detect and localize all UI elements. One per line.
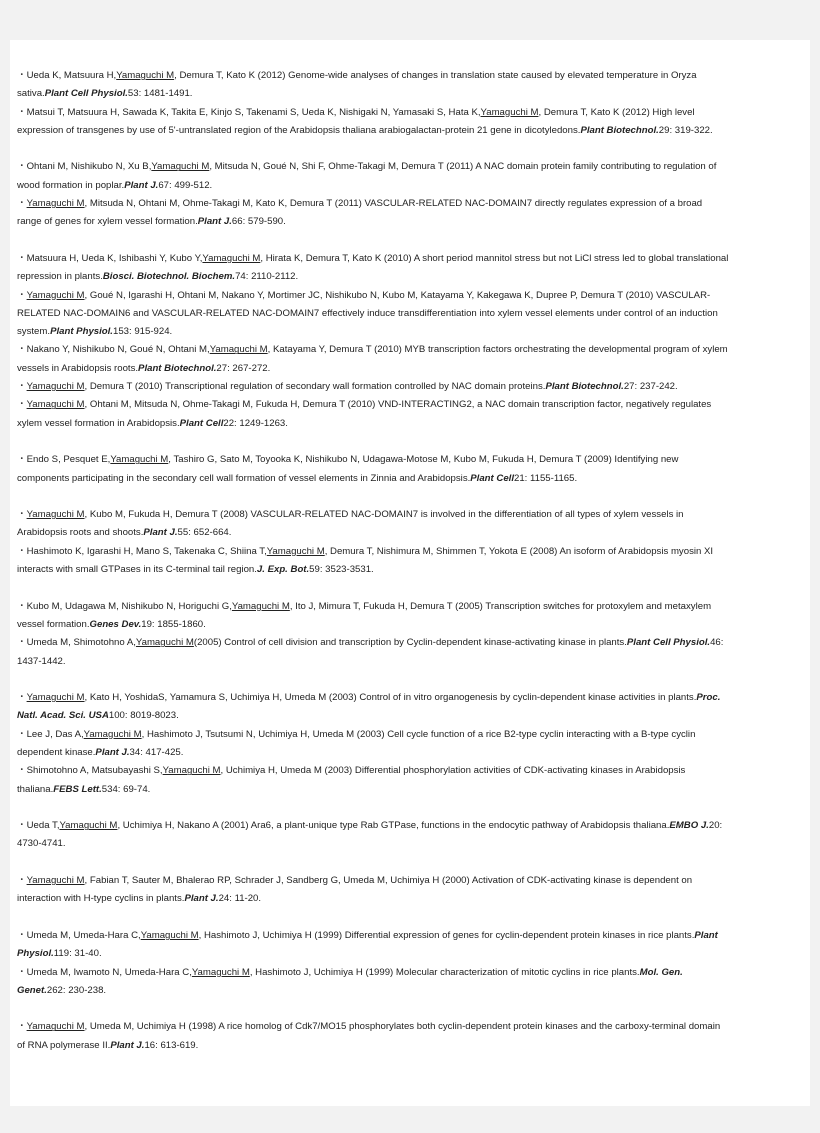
journal-name: Plant J. bbox=[95, 746, 130, 758]
publication-entry bbox=[17, 451, 729, 488]
highlighted-author: Yamaguchi M bbox=[116, 70, 175, 81]
coauthors-before: Endo S, Pesquet E, bbox=[26, 454, 111, 466]
publication-entry bbox=[17, 726, 729, 763]
journal-name: Plant J. bbox=[110, 1039, 145, 1051]
highlighted-author: Yamaguchi M bbox=[59, 820, 118, 832]
bullet-mark: ・ bbox=[17, 765, 27, 777]
highlighted-author: Yamaguchi M bbox=[266, 545, 325, 557]
highlighted-author: Yamaguchi M bbox=[151, 161, 210, 173]
journal-name: Plant Cell bbox=[179, 417, 224, 429]
publication-entry bbox=[17, 67, 729, 104]
publication-entry bbox=[17, 762, 729, 799]
publication-year-group bbox=[17, 250, 729, 433]
bullet-mark: ・ bbox=[17, 344, 27, 356]
highlighted-author: Yamaguchi M bbox=[110, 454, 169, 466]
bullet-mark: ・ bbox=[17, 198, 27, 210]
volume-pages: 53: 1481-1491. bbox=[127, 88, 193, 100]
journal-name: Plant J. bbox=[124, 179, 159, 191]
publication-entry bbox=[17, 104, 729, 141]
bullet-mark: ・ bbox=[17, 637, 27, 649]
highlighted-author: Yamaguchi M bbox=[135, 637, 194, 649]
volume-pages: 67: 499-512. bbox=[158, 179, 213, 191]
publication-entry bbox=[17, 964, 729, 1001]
publication-entry bbox=[17, 158, 729, 195]
publication-entry bbox=[17, 598, 729, 635]
coauthors-before: Matsui T, Matsuura H, Sawada K, Takita E, Kinjo S, Takenami S, Ueda K, Nishigaki N, Yamasaki S, Hata K, bbox=[26, 106, 481, 118]
bullet-mark: ・ bbox=[17, 1021, 27, 1033]
journal-name: Plant Cell Physiol. bbox=[626, 637, 711, 649]
highlighted-author: Yamaguchi M bbox=[26, 692, 85, 704]
bullet-mark: ・ bbox=[17, 106, 27, 118]
publication-entry bbox=[17, 378, 729, 396]
citation-text: , Uchimiya H, Umeda M (2003) Differential phosphorylation activities of CDK-activating kinases in Arabidopsis thaliana. bbox=[17, 765, 686, 795]
publication-entry bbox=[17, 1018, 729, 1055]
highlighted-author: Yamaguchi M bbox=[480, 106, 539, 118]
bullet-mark: ・ bbox=[17, 692, 27, 704]
volume-pages: 153: 915-924. bbox=[112, 326, 173, 338]
bullet-mark: ・ bbox=[17, 875, 27, 887]
citation-text: , Kubo M, Fukuda H, Demura T (2008) VASCULAR-RELATED NAC-DOMAIN7 is involved in the differentiation of all types of xylem vessels in Arabidopsis roots and shoots. bbox=[17, 509, 684, 539]
publication-year-group bbox=[17, 817, 729, 854]
bullet-mark: ・ bbox=[17, 820, 27, 832]
volume-pages: 262: 230-238. bbox=[46, 984, 107, 996]
bullet-mark: ・ bbox=[17, 600, 27, 612]
journal-name: FEBS Lett. bbox=[53, 783, 102, 795]
journal-name: Plant Biotechnol. bbox=[545, 381, 624, 393]
citation-text: , Demura T, Kato K (2012) High level expression of transgenes by use of 5'-untranslated region of the Arabidopsis thaliana arabiogalactan-protein 21 gene in dicotyledons. bbox=[17, 106, 695, 136]
volume-pages: 34: 417-425. bbox=[129, 746, 184, 758]
bullet-mark: ・ bbox=[17, 545, 27, 557]
citation-text: , Hashimoto J, Uchimiya H (1999) Differential expression of genes for cyclin-dependent protein kinases in rice plants. bbox=[198, 929, 695, 941]
journal-name: Plant Biotechnol. bbox=[138, 362, 217, 374]
publication-entry bbox=[17, 341, 729, 378]
highlighted-author: Yamaguchi M bbox=[162, 765, 221, 777]
highlighted-author: Yamaguchi M bbox=[26, 381, 85, 393]
journal-name: Genes Dev. bbox=[89, 618, 142, 630]
citation-text: , Goué N, Igarashi H, Ohtani M, Nakano Y, Mortimer JC, Nishikubo N, Kubo M, Katayama Y, Kakegawa K, Dupree P, Demura T (2010) VASCULAR-RELATED NAC-DOMAIN6 and VASCULAR-RELATED NAC-DOMAIN7 effectively induce transdifferentiation into xylem vessel elements under control of an induction system. bbox=[17, 289, 718, 338]
highlighted-author: Yamaguchi M bbox=[191, 966, 250, 978]
highlighted-author: Yamaguchi M bbox=[202, 252, 261, 264]
publication-year-group bbox=[17, 927, 729, 1000]
publication-year-group bbox=[17, 67, 729, 140]
coauthors-before: Lee J, Das A, bbox=[26, 728, 84, 740]
journal-name: Plant J. bbox=[184, 893, 219, 905]
bullet-mark: ・ bbox=[17, 929, 27, 941]
highlighted-author: Yamaguchi M bbox=[26, 875, 85, 887]
highlighted-author: Yamaguchi M bbox=[140, 929, 199, 941]
volume-pages: 59: 3523-3531. bbox=[309, 564, 374, 576]
highlighted-author: Yamaguchi M bbox=[209, 344, 268, 356]
citation-text: , Hashimoto J, Tsutsumi N, Uchimiya H, Umeda M (2003) Cell cycle function of a rice B2-type cyclin interacting with a B-type cyclin dependent kinase. bbox=[17, 728, 696, 758]
publication-year-group bbox=[17, 872, 729, 909]
coauthors-before: Nakano Y, Nishikubo N, Goué N, Ohtani M, bbox=[26, 344, 210, 356]
citation-text: , Kato H, YoshidaS, Yamamura S, Uchimiya H, Umeda M (2003) Control of in vitro organogenesis by cyclin-dependent kinase activities in plants. bbox=[84, 692, 697, 704]
journal-name: Mol. Gen. Genet. bbox=[17, 966, 683, 996]
publication-entry bbox=[17, 817, 729, 854]
bullet-mark: ・ bbox=[17, 70, 27, 81]
citation-text: , Ito J, Mimura T, Fukuda H, Demura T (2005) Transcription switches for protoxylem and metaxylem vessel formation. bbox=[17, 600, 712, 630]
journal-name: EMBO J. bbox=[669, 820, 709, 832]
publication-entry bbox=[17, 927, 729, 964]
journal-name: Plant Physiol. bbox=[17, 929, 718, 960]
coauthors-before: Hashimoto K, Igarashi H, Mano S, Takenaka C, Shiina T, bbox=[26, 545, 267, 557]
bullet-mark: ・ bbox=[17, 399, 27, 411]
highlighted-author: Yamaguchi M bbox=[83, 728, 142, 740]
bullet-mark: ・ bbox=[17, 728, 27, 740]
publication-list bbox=[17, 67, 729, 1055]
volume-pages: 74: 2110-2112. bbox=[235, 271, 299, 283]
citation-text: , Hashimoto J, Uchimiya H (1999) Molecular characterization of mitotic cyclins in rice plants. bbox=[249, 966, 640, 978]
volume-pages: 16: 613-619. bbox=[144, 1039, 199, 1051]
coauthors-before: Ohtani M, Nishikubo N, Xu B, bbox=[26, 161, 152, 173]
bullet-mark: ・ bbox=[17, 161, 27, 173]
coauthors-before: Umeda M, Shimotohno A, bbox=[26, 637, 136, 649]
bullet-mark: ・ bbox=[17, 509, 27, 521]
coauthors-before: Matsuura H, Ueda K, Ishibashi Y, Kubo Y, bbox=[26, 252, 203, 264]
volume-pages: 22: 1249-1263. bbox=[223, 417, 288, 429]
citation-text: , Mitsuda N, Ohtani M, Ohme-Takagi M, Kato K, Demura T (2011) VASCULAR-RELATED NAC-DOMAIN7 directly regulates expression of a broad range of genes for xylem vessel formation. bbox=[17, 198, 703, 228]
journal-name: Plant Cell bbox=[470, 472, 514, 484]
volume-pages: 20: 4730-4741. bbox=[17, 820, 723, 850]
bullet-mark: ・ bbox=[17, 454, 27, 466]
volume-pages: 19: 1855-1860. bbox=[141, 618, 206, 630]
journal-name: Plant Cell Physiol. bbox=[44, 88, 128, 100]
volume-pages: 27: 237-242. bbox=[623, 381, 678, 393]
journal-name: Biosci. Biotechnol. Biochem. bbox=[102, 271, 236, 283]
bullet-mark: ・ bbox=[17, 966, 27, 978]
publication-year-group bbox=[17, 506, 729, 579]
coauthors-before: Ueda K, Matsuura H, bbox=[26, 70, 117, 81]
volume-pages: 29: 319-322. bbox=[658, 124, 713, 136]
citation-text: , Demura T, Nishimura M, Shimmen T, Yokota E (2008) An isoform of Arabidopsis myosin XI interacts with small GTPases in its C-terminal tail region. bbox=[17, 545, 714, 576]
bullet-mark: ・ bbox=[17, 381, 27, 393]
citation-text: , Mitsuda N, Goué N, Shi F, Ohme-Takagi M, Demura T (2011) A NAC domain protein family contributing to regulation of wood formation in poplar. bbox=[17, 161, 717, 191]
bullet-mark: ・ bbox=[17, 252, 27, 264]
coauthors-before: Shimotohno A, Matsubayashi S, bbox=[26, 765, 163, 777]
volume-pages: 21: 1155-1165. bbox=[514, 472, 578, 484]
publication-year-group bbox=[17, 689, 729, 799]
journal-name: Plant J. bbox=[197, 216, 232, 228]
volume-pages: 119: 31-40. bbox=[53, 948, 102, 960]
volume-pages: 100: 8019-8023. bbox=[108, 710, 179, 722]
volume-pages: 24: 11-20. bbox=[218, 893, 262, 905]
citation-text: , Fabian T, Sauter M, Bhalerao RP, Schrader J, Sandberg G, Umeda M, Uchimiya H (2000) Activation of CDK-activating kinase is dependent on interaction with H-type cyclins in plants. bbox=[17, 875, 693, 905]
publication-entry bbox=[17, 689, 729, 726]
highlighted-author: Yamaguchi M bbox=[26, 509, 85, 521]
journal-name: Plant Physiol. bbox=[50, 326, 113, 338]
highlighted-author: Yamaguchi M bbox=[231, 600, 290, 612]
volume-pages: 27: 267-272. bbox=[216, 362, 271, 374]
coauthors-before: Kubo M, Udagawa M, Nishikubo N, Horiguchi G, bbox=[26, 600, 232, 612]
publication-entry bbox=[17, 287, 729, 342]
highlighted-author: Yamaguchi M bbox=[26, 1021, 85, 1033]
volume-pages: 55: 652-664. bbox=[177, 527, 232, 539]
publication-sheet bbox=[10, 40, 810, 1106]
citation-text: , Uchimiya H, Nakano A (2001) Ara6, a plant-unique type Rab GTPase, functions in the endocytic pathway of Arabidopsis thaliana. bbox=[117, 820, 670, 832]
highlighted-author: Yamaguchi M bbox=[26, 289, 85, 301]
publication-year-group bbox=[17, 451, 729, 488]
publication-entry bbox=[17, 634, 729, 671]
volume-pages: 534: 69-74. bbox=[101, 783, 151, 795]
volume-pages: 46: 1437-1442. bbox=[17, 637, 724, 667]
citation-text: , Hirata K, Demura T, Kato K (2010) A short period mannitol stress but not LiCl stress led to global translational repression in plants. bbox=[17, 252, 729, 283]
citation-text: , Demura T (2010) Transcriptional regulation of secondary wall formation controlled by NAC domain proteins. bbox=[84, 381, 546, 393]
coauthors-before: Ueda T, bbox=[26, 820, 60, 832]
publication-entry bbox=[17, 543, 729, 580]
publication-entry bbox=[17, 250, 729, 287]
journal-name: Plant Biotechnol. bbox=[580, 124, 659, 136]
publication-entry bbox=[17, 506, 729, 543]
volume-pages: 66: 579-590. bbox=[231, 216, 286, 228]
publication-entry bbox=[17, 872, 729, 909]
publication-entry bbox=[17, 396, 729, 433]
citation-text: , Tashiro G, Sato M, Toyooka K, Nishikubo N, Udagawa-Motose M, Kubo M, Fukuda H, Demura T (2009) Identifying new components participating in the secondary cell wall formation of vessel elements in Zinnia and Arabidopsis. bbox=[17, 454, 679, 484]
citation-text: , Umeda M, Uchimiya H (1998) A rice homolog of Cdk7/MO15 phosphorylates both cyclin-dependent protein kinases and the carboxy-terminal domain of RNA polymerase II. bbox=[17, 1021, 721, 1051]
highlighted-author: Yamaguchi M bbox=[26, 399, 85, 411]
publication-year-group bbox=[17, 1018, 729, 1055]
publication-entry bbox=[17, 195, 729, 232]
journal-name: J. Exp. Bot. bbox=[256, 564, 310, 576]
citation-text: , Demura T, Kato K (2012) Genome-wide analyses of changes in translation state caused by elevated temperature in Oryza sativa. bbox=[17, 70, 697, 100]
coauthors-before: Umeda M, Iwamoto N, Umeda-Hara C, bbox=[26, 966, 192, 978]
highlighted-author: Yamaguchi M bbox=[26, 198, 85, 210]
journal-name: Proc. Natl. Acad. Sci. USA bbox=[17, 692, 721, 722]
publication-year-group bbox=[17, 598, 729, 671]
citation-text: , Katayama Y, Demura T (2010) MYB transcription factors orchestrating the developmental program of xylem vessels in Arabidopsis roots. bbox=[17, 344, 728, 374]
citation-text: , Ohtani M, Mitsuda N, Ohme-Takagi M, Fukuda H, Demura T (2010) VND-INTERACTING2, a NAC domain transcription factor, negatively regulates xylem vessel formation in Arabidopsis. bbox=[17, 399, 712, 429]
citation-text: (2005) Control of cell division and transcription by Cyclin-dependent kinase-activating kinase in plants. bbox=[193, 637, 627, 649]
journal-name: Plant J. bbox=[143, 527, 178, 539]
bullet-mark: ・ bbox=[17, 289, 27, 301]
publication-year-group bbox=[17, 158, 729, 231]
coauthors-before: Umeda M, Umeda-Hara C, bbox=[26, 929, 141, 941]
